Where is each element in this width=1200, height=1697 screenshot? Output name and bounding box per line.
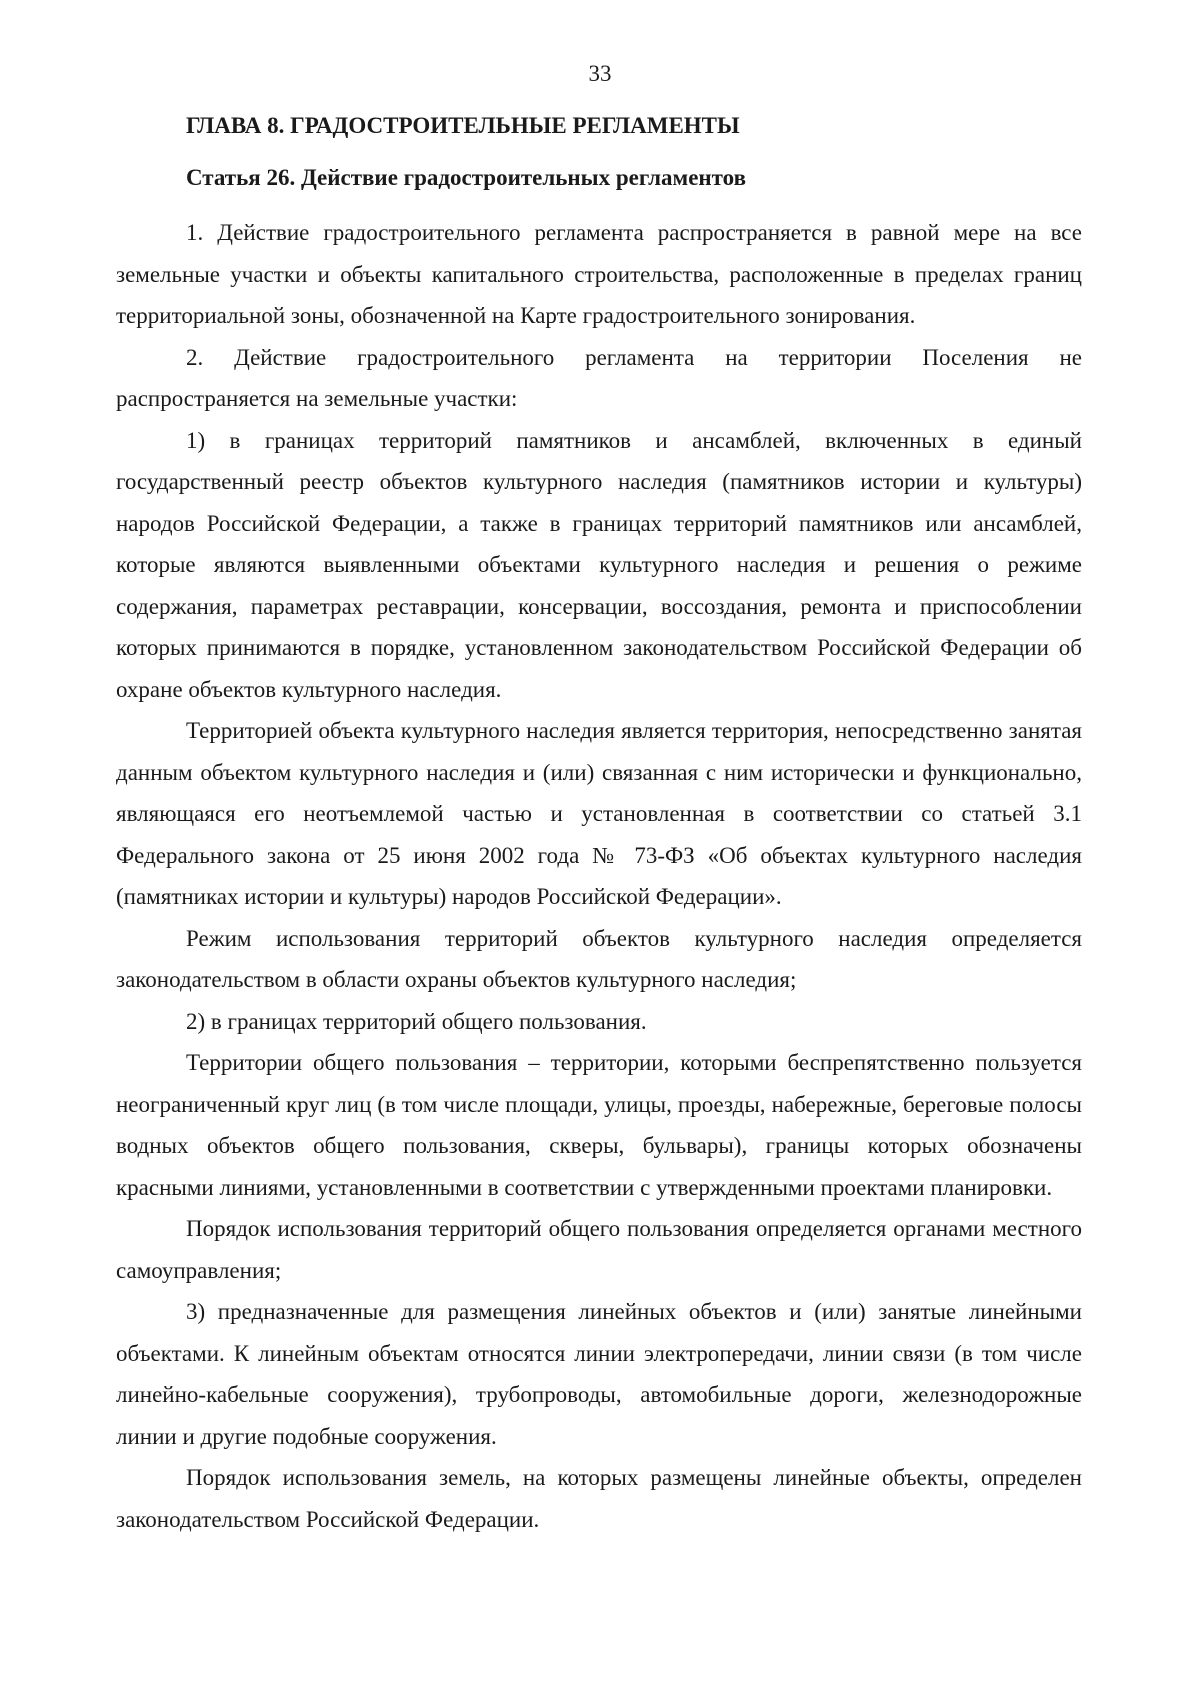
chapter-title: ГЛАВА 8. ГРАДОСТРОИТЕЛЬНЫЕ РЕГЛАМЕНТЫ [186,113,740,138]
paragraph: 2. Действие градостроительного регламента на территории Поселения не распространяется на земельные участки: [116,344,1082,411]
page-number: 33 [588,61,612,86]
paragraph: Порядок использования территорий общего пользования определяется органами местного самоуправления; [116,1216,1082,1283]
paragraph: 3) предназначенные для размещения линейных объектов и (или) занятые линейными объектами. К линейным объектам относятся линии электропередачи, линии связи (в том числе линейно-кабельные сооружения), трубопроводы, автомобильные дороги, железнодорожные линии и другие подобные сооружения. [116,1299,1082,1449]
document-body [116,112,1082,1540]
paragraph: Режим использования территорий объектов культурного наследия определяется законодательством в области охраны объектов культурного наследия; [116,925,1082,992]
paragraph: 1) в границах территорий памятников и ансамблей, включенных в единый государственный реестр объектов культурного наследия (памятников истории и культуры) народов Российской Федерации, а также в границах территорий памятников или ансамблей, которые являются выявленными объектами культурного наследия и решения о режиме содержания, параметрах реставрации, консервации, воссоздания, ремонта и приспособлении которых принимаются в порядке, установленном законодательством Российской Федерации об охране объектов культурного наследия. [116,427,1082,702]
paragraph: Территорией объекта культурного наследия является территория, непосредственно занятая данным объектом культурного наследия и (или) связанная с ним исторически и функционально, являющаяся его неотъемлемой частью и установленная в соответствии со статьей 3.1 Федерального закона от 25 июня 2002 года № 73-ФЗ «Об объектах культурного наследия (памятниках истории и культуры) народов Российской Федерации». [116,718,1082,909]
paragraph: 1. Действие градостроительного регламента распространяется в равной мере на все земельные участки и объекты капитального строительства, расположенные в пределах границ территориальной зоны, обозначенной на Карте градостроительного зонирования. [116,220,1082,328]
article-title: Статья 26. Действие градостроительных регламентов [186,165,747,190]
paragraph: Территории общего пользования – территории, которыми беспрепятственно пользуется неограниченный круг лиц (в том числе площади, улицы, проезды, набережные, береговые полосы водных объектов общего пользования, скверы, бульвары), границы которых обозначены красными линиями, установленными в соответствии с утвержденными проектами планировки. [116,1050,1082,1200]
paragraph: Порядок использования земель, на которых размещены линейные объекты, определен законодательством Российской Федерации. [116,1465,1082,1532]
article-body [116,212,1082,1540]
paragraph: 2) в границах территорий общего пользования. [186,1008,647,1034]
